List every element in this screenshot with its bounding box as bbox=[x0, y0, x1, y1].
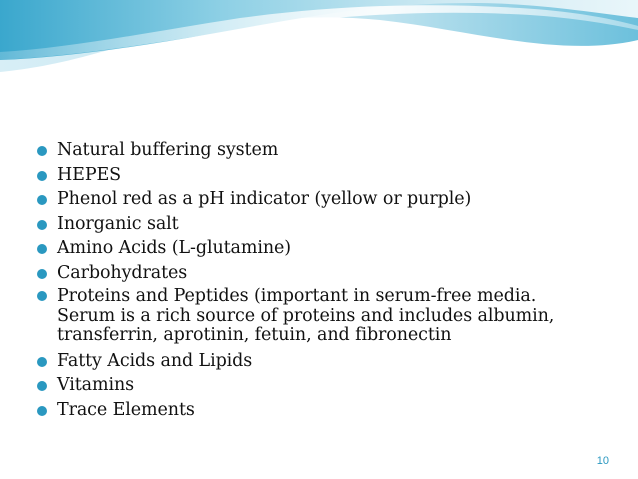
bullet-text: Vitamins bbox=[57, 375, 135, 395]
bullet-text: HEPES bbox=[57, 164, 122, 185]
bullet-item bbox=[35, 261, 620, 286]
bullet-text-line: Serum is a rich source of proteins and includes albumin, bbox=[57, 305, 555, 326]
bullet-item bbox=[35, 138, 620, 163]
bullet-text: Fatty Acids and Lipids bbox=[57, 350, 253, 371]
circle-bullet-icon bbox=[37, 406, 47, 416]
circle-bullet-icon bbox=[37, 171, 47, 181]
bullet-text: Inorganic salt bbox=[57, 213, 179, 234]
bullet-item bbox=[35, 163, 620, 188]
bullet-text: Trace Elements bbox=[57, 399, 195, 420]
bullet-item bbox=[35, 187, 620, 212]
circle-bullet-icon bbox=[37, 269, 47, 279]
bullet-text: Carbohydrates bbox=[57, 262, 188, 283]
page-number: 10 bbox=[596, 455, 609, 467]
bullet-item bbox=[35, 212, 620, 237]
bullet-text: Phenol red as a pH indicator (yellow or purple) bbox=[57, 189, 472, 209]
circle-bullet-icon bbox=[37, 220, 47, 230]
bullet-text-line: Proteins and Peptides (important in serum-free media. bbox=[57, 286, 537, 306]
circle-bullet-icon bbox=[37, 146, 47, 156]
bullet-item bbox=[35, 398, 620, 423]
circle-bullet-icon bbox=[37, 381, 47, 391]
bullet-item bbox=[35, 349, 620, 374]
circle-bullet-icon bbox=[37, 357, 47, 367]
circle-bullet-icon bbox=[37, 195, 47, 205]
bullet-text: Natural buffering system bbox=[57, 140, 279, 160]
wave-header-decoration bbox=[0, 0, 638, 80]
bullet-item bbox=[35, 373, 620, 398]
bullet-list bbox=[35, 138, 620, 422]
bullet-text: Amino Acids (L-glutamine) bbox=[57, 238, 292, 258]
bullet-item bbox=[35, 236, 620, 261]
circle-bullet-icon bbox=[37, 244, 47, 254]
bullet-text-line: transferrin, aprotinin, fetuin, and fibronectin bbox=[57, 325, 452, 345]
bullet-item bbox=[35, 285, 620, 349]
circle-bullet-icon bbox=[37, 291, 47, 301]
